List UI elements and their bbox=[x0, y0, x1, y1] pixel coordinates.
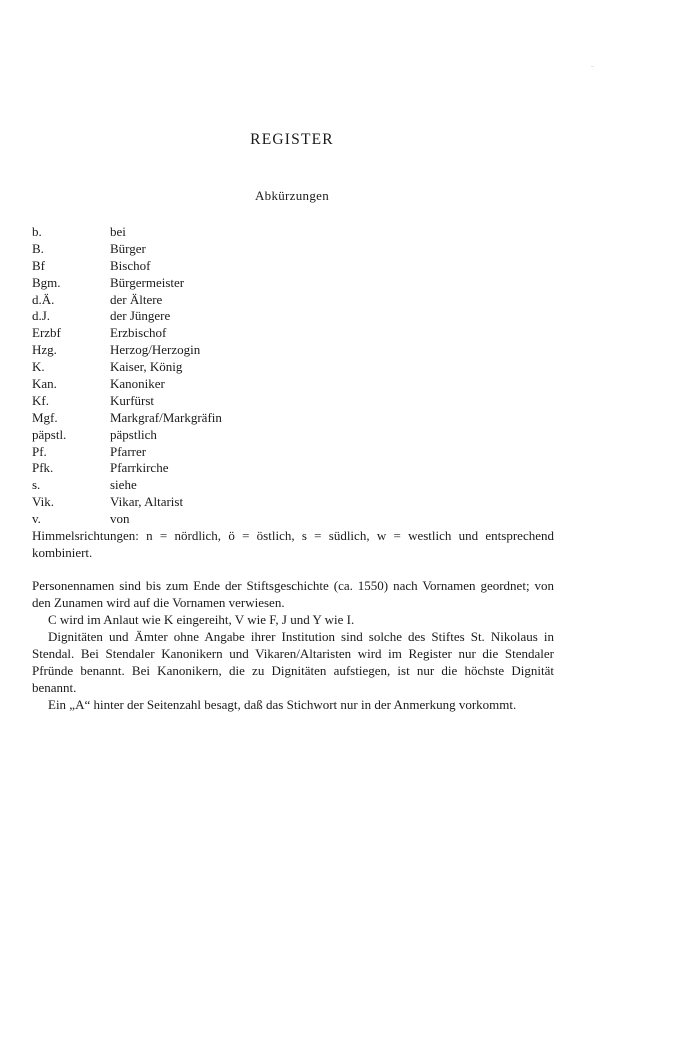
abbreviation-meaning: von bbox=[110, 511, 130, 527]
abbreviation-row bbox=[32, 241, 562, 258]
abbreviation-term: Kf. bbox=[32, 392, 49, 408]
abbreviation-row bbox=[32, 342, 562, 359]
abbreviation-term: b. bbox=[32, 224, 42, 239]
abbreviation-term: d.Ä. bbox=[32, 291, 55, 307]
page-title: REGISTER bbox=[250, 131, 334, 148]
abbreviation-row bbox=[32, 376, 562, 393]
abbreviation-row bbox=[32, 325, 562, 342]
abbreviation-term: Bgm. bbox=[32, 274, 61, 290]
abbreviation-meaning: der Jüngere bbox=[110, 308, 171, 324]
abbreviation-meaning: siehe bbox=[110, 477, 137, 493]
abbreviation-row bbox=[32, 258, 562, 275]
abbreviation-meaning: päpstlich bbox=[110, 426, 157, 442]
abbreviation-row bbox=[32, 308, 562, 325]
abbreviation-meaning: Kaiser, König bbox=[110, 359, 183, 375]
abbreviation-term: d.J. bbox=[32, 308, 51, 324]
abbreviation-term: K. bbox=[32, 359, 45, 375]
abbreviation-meaning: Bürger bbox=[110, 240, 146, 256]
abbreviation-term: Vik. bbox=[32, 494, 54, 510]
section-subtitle: Abkürzungen bbox=[254, 188, 330, 203]
abbreviation-meaning: Kanoniker bbox=[110, 376, 165, 392]
abbreviation-meaning: der Ältere bbox=[110, 291, 163, 307]
abbreviation-meaning: Bischof bbox=[110, 257, 151, 273]
abbreviation-row bbox=[32, 494, 562, 511]
register-notes bbox=[32, 527, 554, 713]
abbreviation-row bbox=[32, 393, 562, 410]
abbreviation-meaning: Erzbischof bbox=[110, 325, 167, 341]
abbreviation-term: Mgf. bbox=[32, 409, 58, 425]
abbreviation-meaning: Vikar, Altarist bbox=[110, 494, 184, 510]
abbreviation-meaning: Bürgermeister bbox=[110, 274, 185, 290]
abbreviation-meaning: bei bbox=[110, 224, 126, 239]
directions-note: Himmelsrichtungen: n = nördlich, ö = östlich, s = südlich, w = westlich und entsprechend kombiniert. bbox=[32, 528, 554, 560]
abbreviation-meaning: Pfarrkirche bbox=[110, 460, 169, 476]
abbreviation-term: v. bbox=[32, 511, 41, 527]
abbreviation-term: Hzg. bbox=[32, 342, 57, 358]
paragraph-ordering: Personennamen sind bis zum Ende der Stiftsgeschichte (ca. 1550) nach Vornamen geordnet; von den Zunamen wird auf die Vornamen verwiesen. bbox=[32, 578, 554, 610]
abbreviation-term: Bf bbox=[32, 257, 45, 273]
abbreviation-row bbox=[32, 511, 562, 528]
abbreviation-term: Kan. bbox=[32, 376, 57, 392]
abbreviation-row bbox=[32, 410, 562, 427]
abbreviation-row bbox=[32, 444, 562, 461]
abbreviation-row bbox=[32, 460, 562, 477]
abbreviation-term: Pf. bbox=[32, 443, 47, 459]
abbreviation-row bbox=[32, 292, 562, 309]
abbreviation-list bbox=[32, 224, 562, 528]
abbreviation-row bbox=[32, 224, 562, 241]
abbreviation-term: päpstl. bbox=[32, 426, 67, 442]
abbreviation-row bbox=[32, 427, 562, 444]
abbreviation-term: s. bbox=[32, 477, 41, 493]
abbreviation-row bbox=[32, 275, 562, 292]
abbreviation-row bbox=[32, 359, 562, 376]
abbreviation-term: B. bbox=[32, 240, 44, 256]
abbreviation-meaning: Herzog/Herzogin bbox=[110, 342, 201, 358]
abbreviation-meaning: Kurfürst bbox=[110, 392, 155, 408]
abbreviation-term: Erzbf bbox=[32, 325, 61, 341]
abbreviation-row bbox=[32, 477, 562, 494]
abbreviation-meaning: Markgraf/Markgräfin bbox=[110, 409, 222, 425]
paragraph-annotation-marker: Ein „A“ hinter der Seitenzahl besagt, daß das Stichwort nur in der Anmerkung vorkommt. bbox=[48, 697, 517, 712]
page-mark bbox=[591, 66, 594, 67]
paragraph-dignities: Dignitäten und Ämter ohne Angabe ihrer Institution sind solche des Stiftes St. Nikolaus in Stendal. Bei Stendaler Kanonikern und Vikaren/Altaristen wird im Register nur die Stendaler Pfründe benannt. Bei Kanonikern, die zu Dignitäten aufstiegen, ist nur die höchste Dignität benannt. bbox=[32, 629, 554, 695]
abbreviation-term: Pfk. bbox=[32, 460, 54, 476]
abbreviation-meaning: Pfarrer bbox=[110, 443, 147, 459]
paragraph-alphabetization: C wird im Anlaut wie K eingereiht, V wie F, J und Y wie I. bbox=[48, 612, 355, 627]
